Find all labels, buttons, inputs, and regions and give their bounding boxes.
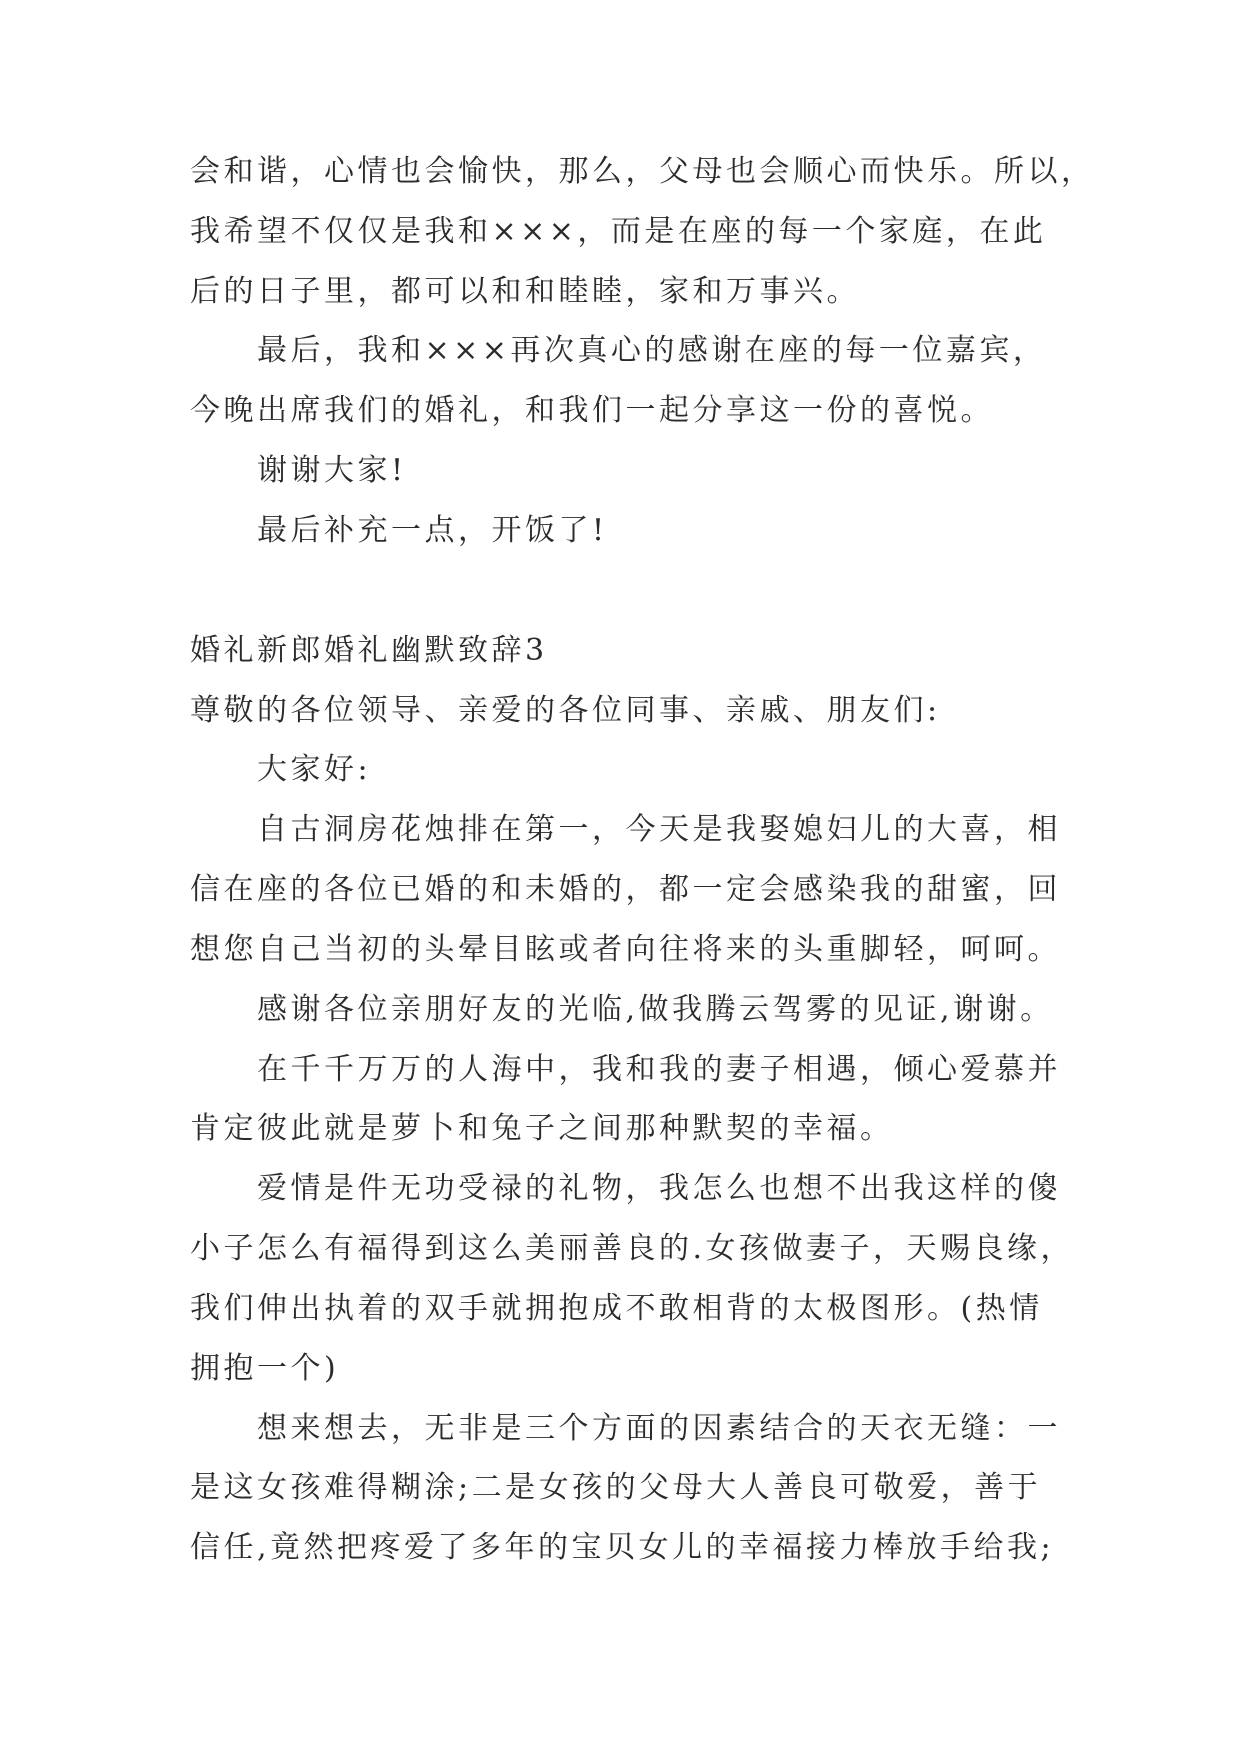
salutation-line: 尊敬的各位领导、亲爱的各位同事、亲戚、朋友们: xyxy=(190,693,941,728)
paragraph-line: 后的日子里，都可以和和睦睦，家和万事兴。 xyxy=(190,274,860,309)
paragraph-line: 小子怎么有福得到这么美丽善良的.女孩做妻子，天赐良缘， xyxy=(190,1231,1075,1266)
paragraph-line: 在千千万万的人海中，我和我的妻子相遇，倾心爱慕并 xyxy=(257,1052,1061,1087)
section-heading: 婚礼新郎婚礼幽默致辞3 xyxy=(190,633,548,668)
paragraph-line: 肯定彼此就是萝卜和兔子之间那种默契的幸福。 xyxy=(190,1111,894,1146)
paragraph-line: 最后补充一点，开饭了! xyxy=(257,513,608,548)
paragraph-line: 想您自己当初的头晕目眩或者向往将来的头重脚轻，呵呵。 xyxy=(190,932,1061,967)
paragraph-line: 今晚出席我们的婚礼，和我们一起分享这一份的喜悦。 xyxy=(190,393,994,428)
paragraph-line: 谢谢大家! xyxy=(257,453,407,488)
paragraph-line: 是这女孩难得糊涂;二是女孩的父母大人善良可敬爱，善于 xyxy=(190,1470,1042,1505)
paragraph-line: 自古洞房花烛排在第一，今天是我娶媳妇儿的大喜，相 xyxy=(257,812,1061,847)
paragraph-line: 我希望不仅仅是我和×××，而是在座的每一个家庭，在此 xyxy=(190,214,1047,249)
paragraph-line: 感谢各位亲朋好友的光临,做我腾云驾雾的见证,谢谢。 xyxy=(257,992,1054,1027)
paragraph-line: 最后，我和×××再次真心的感谢在座的每一位嘉宾， xyxy=(257,333,1047,368)
paragraph-line: 爱情是件无功受禄的礼物，我怎么也想不出我这样的傻 xyxy=(257,1171,1061,1206)
paragraph-line: 想来想去，无非是三个方面的因素结合的天衣无缝：一 xyxy=(257,1411,1061,1446)
paragraph-line: 信任,竟然把疼爱了多年的宝贝女儿的幸福接力棒放手给我; xyxy=(190,1530,1055,1565)
paragraph-line: 拥抱一个) xyxy=(190,1351,340,1386)
paragraph-line: 信在座的各位已婚的和未婚的，都一定会感染我的甜蜜，回 xyxy=(190,872,1061,907)
paragraph-line: 大家好: xyxy=(257,752,372,787)
paragraph-line: 我们伸出执着的双手就拥抱成不敢相背的太极图形。(热情 xyxy=(190,1291,1043,1326)
paragraph-line: 会和谐，心情也会愉快，那么，父母也会顺心而快乐。所以， xyxy=(190,154,1095,189)
